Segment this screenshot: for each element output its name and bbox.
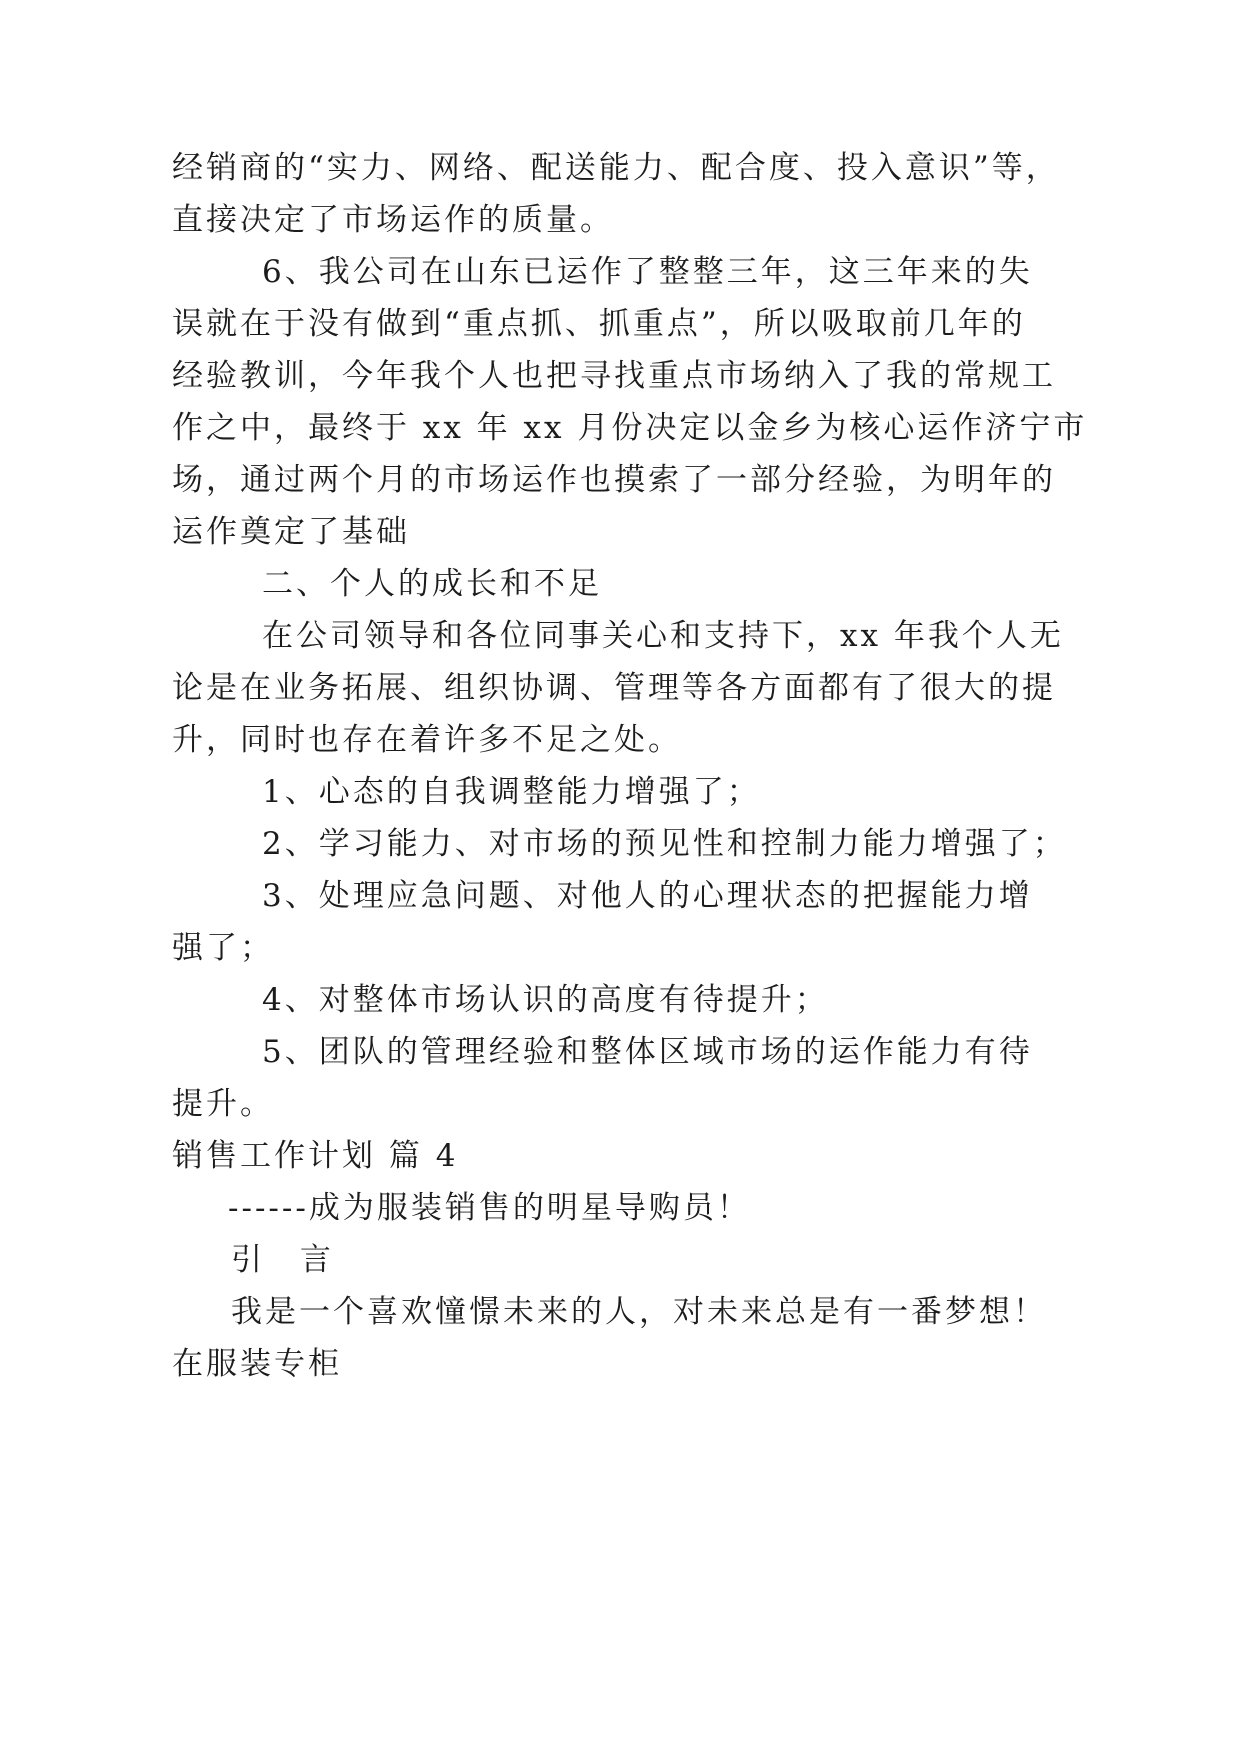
- list-item: 1、心态的自我调整能力增强了；: [262, 774, 761, 810]
- text-line: 在公司领导和各位同事关心和支持下，xx 年我个人无: [262, 618, 1064, 654]
- text-line: 我是一个喜欢憧憬未来的人，对未来总是有一番梦想！: [231, 1294, 1047, 1330]
- text-line: 直接决定了市场运作的质量。: [172, 202, 614, 238]
- text-line: 运作奠定了基础: [172, 514, 410, 550]
- text-line: 作之中，最终于 xx 年 xx 月份决定以金乡为核心运作济宁市: [172, 410, 1088, 446]
- section-heading: 二、个人的成长和不足: [262, 566, 602, 602]
- list-item: 2、学习能力、对市场的预见性和控制力能力增强了；: [262, 826, 1067, 862]
- text-line: 场，通过两个月的市场运作也摸索了一部分经验，为明年的: [172, 462, 1056, 498]
- text-line: 提升。: [172, 1086, 274, 1122]
- text-line: 误就在于没有做到“重点抓、抓重点”，所以吸取前几年的: [172, 306, 1026, 342]
- text-line: 经销商的“实力、网络、配送能力、配合度、投入意识”等，: [172, 150, 1060, 186]
- list-item: 4、对整体市场认识的高度有待提升；: [262, 982, 829, 1018]
- section-heading: 引 言: [231, 1242, 345, 1278]
- list-item: 3、处理应急问题、对他人的心理状态的把握能力增: [262, 878, 1033, 914]
- subtitle: ------成为服装销售的明星导购员！: [228, 1190, 751, 1226]
- text-line: 6、我公司在山东已运作了整整三年，这三年来的失: [262, 254, 1033, 290]
- text-line: 在服装专柜: [172, 1346, 342, 1382]
- list-item: 5、团队的管理经验和整体区域市场的运作能力有待: [262, 1034, 1033, 1070]
- text-line: 强了；: [172, 930, 274, 966]
- text-line: 升，同时也存在着许多不足之处。: [172, 722, 682, 758]
- text-line: 经验教训，今年我个人也把寻找重点市场纳入了我的常规工: [172, 358, 1056, 394]
- article-title: 销售工作计划 篇 4: [172, 1138, 459, 1174]
- text-line: 论是在业务拓展、组织协调、管理等各方面都有了很大的提: [172, 670, 1056, 706]
